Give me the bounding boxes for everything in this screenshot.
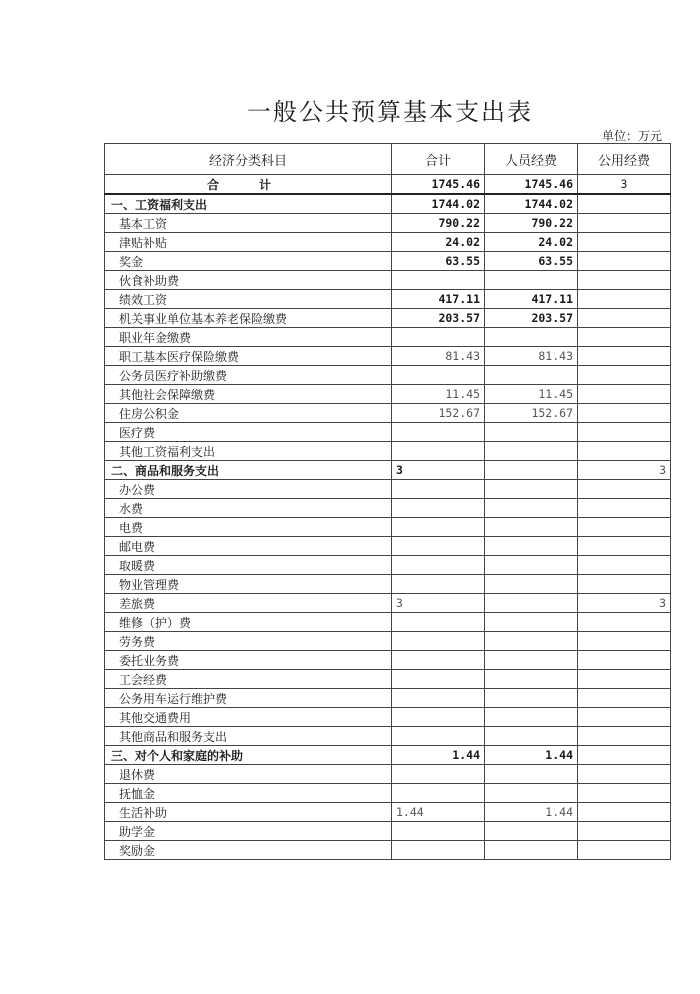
- row-total-value: [392, 575, 485, 594]
- row-public-value: [578, 499, 671, 518]
- table-row: [105, 328, 671, 347]
- row-personnel-value: [485, 461, 578, 480]
- row-public-value: [578, 290, 671, 309]
- row-item-name: 水费: [105, 499, 392, 518]
- page-title: 一般公共预算基本支出表: [247, 98, 533, 126]
- row-public-value: [578, 670, 671, 689]
- row-total-value: 1.44: [392, 746, 485, 765]
- row-total-value: [392, 708, 485, 727]
- row-public-value: [578, 689, 671, 708]
- table-row: [105, 613, 671, 632]
- table-row: [105, 347, 671, 366]
- row-public-value: [578, 309, 671, 328]
- row-personnel-value: [485, 499, 578, 518]
- header-personnel-expense: 人员经费: [485, 144, 578, 175]
- row-item-name: 委托业务费: [105, 651, 392, 670]
- table-header-row: [105, 144, 671, 175]
- table-row: [105, 708, 671, 727]
- row-item-name: 其他交通费用: [105, 708, 392, 727]
- row-total-value: [392, 423, 485, 442]
- row-total-value: [392, 442, 485, 461]
- row-public-value: [578, 366, 671, 385]
- row-personnel-value: 1.44: [485, 746, 578, 765]
- row-public-value: [578, 518, 671, 537]
- row-total-value: 1.44: [392, 803, 485, 822]
- row-total-value: [392, 613, 485, 632]
- table-row: [105, 594, 671, 613]
- table-category-row: [105, 746, 671, 765]
- row-item-name: 合 计: [105, 175, 392, 195]
- row-total-value: [392, 537, 485, 556]
- row-item-name: 住房公积金: [105, 404, 392, 423]
- row-public-value: [578, 328, 671, 347]
- row-total-value: 11.45: [392, 385, 485, 404]
- row-item-name: 其他工资福利支出: [105, 442, 392, 461]
- header-public-expense: 公用经费: [578, 144, 671, 175]
- table-row: [105, 480, 671, 499]
- row-total-value: [392, 841, 485, 860]
- row-personnel-value: [485, 271, 578, 290]
- row-total-value: 81.43: [392, 347, 485, 366]
- row-personnel-value: 81.43: [485, 347, 578, 366]
- row-public-value: [578, 271, 671, 290]
- row-public-value: [578, 765, 671, 784]
- row-total-value: [392, 670, 485, 689]
- row-public-value: [578, 423, 671, 442]
- row-total-value: [392, 271, 485, 290]
- row-public-value: [578, 214, 671, 233]
- row-personnel-value: [485, 651, 578, 670]
- row-item-name: 基本工资: [105, 214, 392, 233]
- row-personnel-value: 11.45: [485, 385, 578, 404]
- table-category-row: [105, 461, 671, 480]
- row-personnel-value: 63.55: [485, 252, 578, 271]
- row-item-name: 绩效工资: [105, 290, 392, 309]
- row-personnel-value: [485, 366, 578, 385]
- row-public-value: 3: [578, 175, 671, 195]
- table-row: [105, 271, 671, 290]
- row-personnel-value: [485, 328, 578, 347]
- row-item-name: 伙食补助费: [105, 271, 392, 290]
- table-row: [105, 822, 671, 841]
- row-total-value: [392, 328, 485, 347]
- table-row: [105, 214, 671, 233]
- row-item-name: 生活补助: [105, 803, 392, 822]
- header-total: 合计: [392, 144, 485, 175]
- row-personnel-value: [485, 442, 578, 461]
- row-item-name: 其他商品和服务支出: [105, 727, 392, 746]
- row-personnel-value: [485, 765, 578, 784]
- row-item-name: 退休费: [105, 765, 392, 784]
- row-item-name: 维修（护）费: [105, 613, 392, 632]
- table-row: [105, 423, 671, 442]
- row-personnel-value: 1745.46: [485, 175, 578, 195]
- row-personnel-value: [485, 689, 578, 708]
- row-total-value: 24.02: [392, 233, 485, 252]
- row-personnel-value: 790.22: [485, 214, 578, 233]
- row-item-name: 奖励金: [105, 841, 392, 860]
- unit-label: 单位：万元: [601, 129, 662, 143]
- row-public-value: [578, 252, 671, 271]
- row-public-value: [578, 784, 671, 803]
- table-row: [105, 442, 671, 461]
- table-total-row: [105, 175, 671, 195]
- row-total-value: [392, 480, 485, 499]
- row-item-name: 奖金: [105, 252, 392, 271]
- table-row: [105, 518, 671, 537]
- row-personnel-value: [485, 841, 578, 860]
- row-personnel-value: [485, 708, 578, 727]
- row-total-value: [392, 822, 485, 841]
- row-total-value: 203.57: [392, 309, 485, 328]
- table-row: [105, 841, 671, 860]
- table-row: [105, 537, 671, 556]
- row-public-value: [578, 841, 671, 860]
- row-total-value: 790.22: [392, 214, 485, 233]
- row-total-value: [392, 727, 485, 746]
- table-row: [105, 727, 671, 746]
- row-item-name: 取暖费: [105, 556, 392, 575]
- row-public-value: [578, 708, 671, 727]
- header-economic-category: 经济分类科目: [105, 144, 392, 175]
- table-row: [105, 632, 671, 651]
- row-public-value: [578, 233, 671, 252]
- row-personnel-value: [485, 594, 578, 613]
- row-total-value: [392, 784, 485, 803]
- row-public-value: [578, 385, 671, 404]
- table-row: [105, 366, 671, 385]
- table-row: [105, 290, 671, 309]
- row-item-name: 办公费: [105, 480, 392, 499]
- row-personnel-value: [485, 575, 578, 594]
- row-item-name: 机关事业单位基本养老保险缴费: [105, 309, 392, 328]
- row-total-value: [392, 518, 485, 537]
- row-total-value: 152.67: [392, 404, 485, 423]
- row-total-value: 3: [392, 461, 485, 480]
- row-public-value: [578, 727, 671, 746]
- row-personnel-value: 1.44: [485, 803, 578, 822]
- row-total-value: 3: [392, 594, 485, 613]
- row-item-name: 一、工资福利支出: [105, 194, 392, 214]
- row-total-value: 63.55: [392, 252, 485, 271]
- table-row: [105, 765, 671, 784]
- row-public-value: [578, 347, 671, 366]
- table-row: [105, 651, 671, 670]
- row-personnel-value: [485, 518, 578, 537]
- row-public-value: [578, 480, 671, 499]
- row-total-value: 417.11: [392, 290, 485, 309]
- row-item-name: 津贴补贴: [105, 233, 392, 252]
- row-item-name: 工会经费: [105, 670, 392, 689]
- row-personnel-value: 203.57: [485, 309, 578, 328]
- row-total-value: [392, 366, 485, 385]
- row-personnel-value: 24.02: [485, 233, 578, 252]
- row-total-value: [392, 632, 485, 651]
- row-public-value: [578, 632, 671, 651]
- table-row: [105, 252, 671, 271]
- row-total-value: 1744.02: [392, 194, 485, 214]
- table-row: [105, 575, 671, 594]
- table-category-row: [105, 194, 671, 214]
- row-public-value: [578, 537, 671, 556]
- table-row: [105, 233, 671, 252]
- row-item-name: 电费: [105, 518, 392, 537]
- table-row: [105, 803, 671, 822]
- row-personnel-value: [485, 670, 578, 689]
- row-item-name: 医疗费: [105, 423, 392, 442]
- row-total-value: 1745.46: [392, 175, 485, 195]
- table-row: [105, 404, 671, 423]
- row-personnel-value: [485, 613, 578, 632]
- row-public-value: [578, 575, 671, 594]
- table-row: [105, 689, 671, 708]
- row-total-value: [392, 651, 485, 670]
- row-item-name: 抚恤金: [105, 784, 392, 803]
- row-item-name: 三、对个人和家庭的补助: [105, 746, 392, 765]
- row-personnel-value: [485, 537, 578, 556]
- row-personnel-value: [485, 556, 578, 575]
- table-row: [105, 784, 671, 803]
- row-public-value: [578, 822, 671, 841]
- row-personnel-value: [485, 423, 578, 442]
- row-item-name: 物业管理费: [105, 575, 392, 594]
- budget-table: [104, 143, 671, 860]
- row-personnel-value: 417.11: [485, 290, 578, 309]
- row-public-value: [578, 651, 671, 670]
- row-personnel-value: 152.67: [485, 404, 578, 423]
- table-row: [105, 556, 671, 575]
- row-item-name: 助学金: [105, 822, 392, 841]
- row-item-name: 差旅费: [105, 594, 392, 613]
- row-personnel-value: [485, 784, 578, 803]
- row-public-value: 3: [578, 461, 671, 480]
- row-item-name: 职工基本医疗保险缴费: [105, 347, 392, 366]
- table-row: [105, 385, 671, 404]
- row-public-value: [578, 442, 671, 461]
- row-public-value: [578, 746, 671, 765]
- row-total-value: [392, 689, 485, 708]
- row-personnel-value: [485, 480, 578, 499]
- row-total-value: [392, 556, 485, 575]
- row-item-name: 其他社会保障缴费: [105, 385, 392, 404]
- row-public-value: [578, 404, 671, 423]
- row-item-name: 邮电费: [105, 537, 392, 556]
- table-row: [105, 309, 671, 328]
- row-personnel-value: [485, 632, 578, 651]
- row-public-value: [578, 194, 671, 214]
- row-item-name: 劳务费: [105, 632, 392, 651]
- row-total-value: [392, 499, 485, 518]
- row-item-name: 二、商品和服务支出: [105, 461, 392, 480]
- row-public-value: [578, 613, 671, 632]
- table-row: [105, 670, 671, 689]
- row-item-name: 公务员医疗补助缴费: [105, 366, 392, 385]
- row-personnel-value: [485, 727, 578, 746]
- row-personnel-value: [485, 822, 578, 841]
- row-public-value: [578, 556, 671, 575]
- row-item-name: 职业年金缴费: [105, 328, 392, 347]
- row-public-value: [578, 803, 671, 822]
- table-row: [105, 499, 671, 518]
- row-public-value: 3: [578, 594, 671, 613]
- row-total-value: [392, 765, 485, 784]
- row-personnel-value: 1744.02: [485, 194, 578, 214]
- row-item-name: 公务用车运行维护费: [105, 689, 392, 708]
